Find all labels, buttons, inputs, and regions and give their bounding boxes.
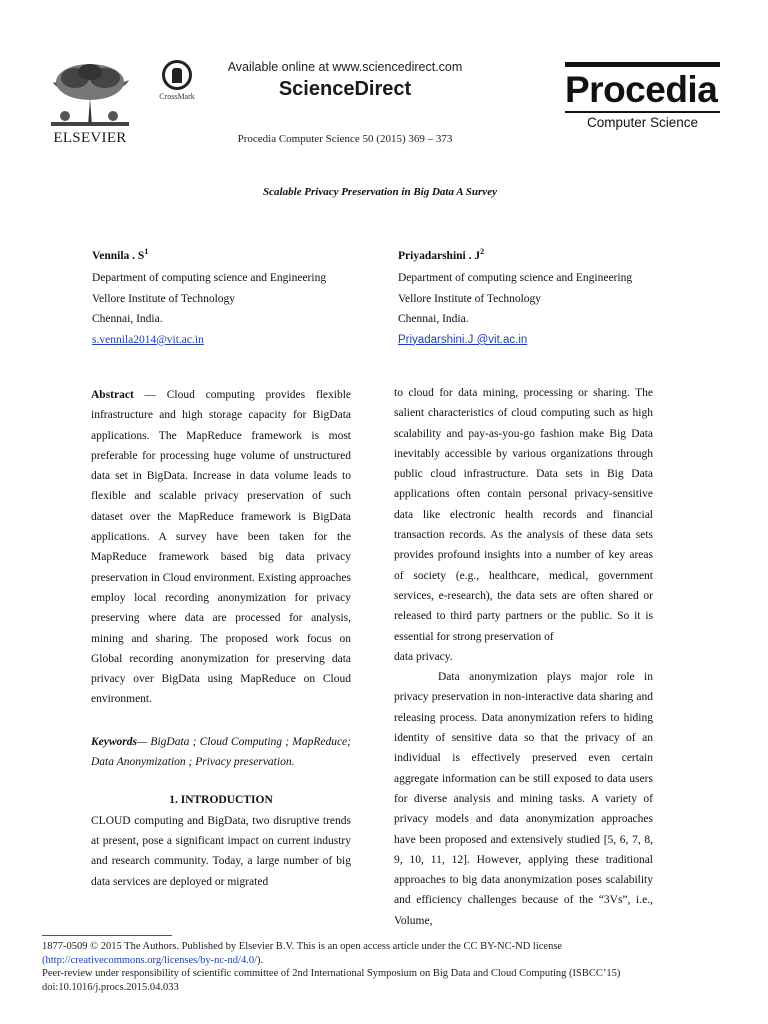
author-email-link[interactable]: Priyadarshini.J @vit.ac.in (398, 333, 528, 346)
author-email[interactable] (92, 330, 372, 351)
procedia-mid-rule (565, 111, 720, 113)
author-location: Chennai, India. (92, 313, 163, 326)
author-block-2 (398, 242, 678, 350)
author-name: Vennila . $S^1$ (92, 247, 149, 262)
license-link[interactable]: (http://creativecommons.org/licenses/by-nc-nd/4.0/ (42, 954, 258, 966)
doi-line: doi:10.1016/j.procs.2015.04.033 (42, 981, 179, 993)
keywords-label: Keywords (91, 735, 137, 748)
left-column (91, 385, 351, 892)
peer-review-line: Peer-review under responsibility of scientific committee of 2nd International Symposium on Big Data and Cloud Computing (ISBCC’15) (42, 968, 621, 979)
intro-paragraph-right-1-end: data privacy. (394, 650, 453, 663)
sciencedirect-logo: ScienceDirect (278, 78, 412, 100)
available-online-text: Available online at www.sciencedirect.com (227, 60, 463, 74)
crossmark-icon (162, 60, 192, 90)
procedia-subtitle: Computer Science (586, 115, 699, 130)
author-department: Department of computing science and Engineering (92, 272, 327, 285)
author-institute: Vellore Institute of Technology (398, 292, 542, 305)
license-line: (http://creativecommons.org/licenses/by-nc-nd/4.0/). (42, 954, 264, 966)
paper-title: Scalable Privacy Preservation in Big Data A Survey (263, 186, 497, 198)
author-email[interactable] (398, 330, 678, 351)
keywords-text: — BigData ; Cloud Computing ; MapReduce; Data Anonymization ; Privacy preservation. (91, 735, 351, 769)
abstract (91, 385, 351, 710)
abstract-label: Abstract (91, 389, 134, 401)
author-name: Priyadarshini . $J^2$ (398, 247, 485, 262)
author-location: Chennai, India. (398, 313, 469, 326)
author-block-1 (92, 242, 372, 350)
author-email-link[interactable]: s.vennila2014@vit.ac.in (92, 333, 204, 346)
procedia-wordmark: Procedia (565, 69, 718, 110)
procedia-logo (565, 62, 720, 140)
section-heading-introduction: 1. INTRODUCTION (169, 794, 273, 807)
copyright-line: 1877-0509 © 2015 The Authors. Published by Elsevier B.V. This is an open access article under the CC BY-NC-ND license (42, 941, 563, 952)
footer-notes (42, 940, 732, 994)
author-department: Department of computing science and Engineering (398, 272, 633, 285)
crossmark-label: CrossMark (159, 92, 195, 101)
intro-paragraph-right-2: Data anonymization plays major role in privacy preservation in non-interactive data sharing and releasing process. Data anonymization refers to hiding identity of sensitive data so that the privacy of an individual is effectively preserved even certain aggregate information can be still exposed to data users for diverse analysis and mining tasks. A variety of privacy models and data anonymization approaches have been proposed and extensively studied [5, 6, 7, 8, 9, 10, 11, 12]. However, applying these traditional approaches to big data anonymization poses scalability and efficiency challenges because of the “3Vs”, i.e., Volume, (394, 671, 653, 927)
procedia-top-rule (565, 62, 720, 67)
footer-rule (42, 935, 172, 936)
author-institute: Vellore Institute of Technology (92, 292, 236, 305)
intro-paragraph-right-1: to cloud for data mining, processing or sharing. The salient characteristics of cloud computing such as high scalability and pay-as-you-go fashion make Big Data inevitably accessible by various organizations through public cloud infrastructure. Data sets in Big Data applications often contain personal privacy-sensitive data like electronic health records and financial transaction records. As the analysis of these data sets provides profound insights into a number of key areas of society (e.g., healthcare, medical, government services, e-research), the data sets are often shared or released to third party partners or the public. So it is essential for strong preservation of (394, 387, 653, 643)
abstract-dash: — (133, 389, 167, 401)
abstract-text: Cloud computing provides flexible infrastructure and high storage capacity for BigData applications. The MapReduce framework is most preferable for processing huge volume of unstructured data set in BigData. Increase in data volume leads to flexible and scalable privacy preservation of such dataset over the MapReduce framework is BigData applications. A survey have been taken for the MapReduce framework based big data privacy preservation in Cloud environment. Existing approaches employ local recording anonymization for privacy preserving where data are processed for analysis, mining and sharing. The proposed work focus on Global recording anonymization for preserving data privacy over BigData using MapReduce on Cloud environment. (91, 389, 351, 706)
keywords (91, 732, 351, 773)
journal-citation: Procedia Computer Science 50 (2015) 369 – 373 (237, 133, 453, 145)
elsevier-wordmark: ELSEVIER (53, 130, 127, 146)
intro-paragraph-left: CLOUD computing and BigData, two disruptive trends at present, pose a significant impact on current industry and research community. Today, a large number of big data services are deployed or migrated (91, 814, 351, 888)
right-column (394, 383, 653, 931)
crossmark-badge[interactable] (155, 60, 199, 112)
